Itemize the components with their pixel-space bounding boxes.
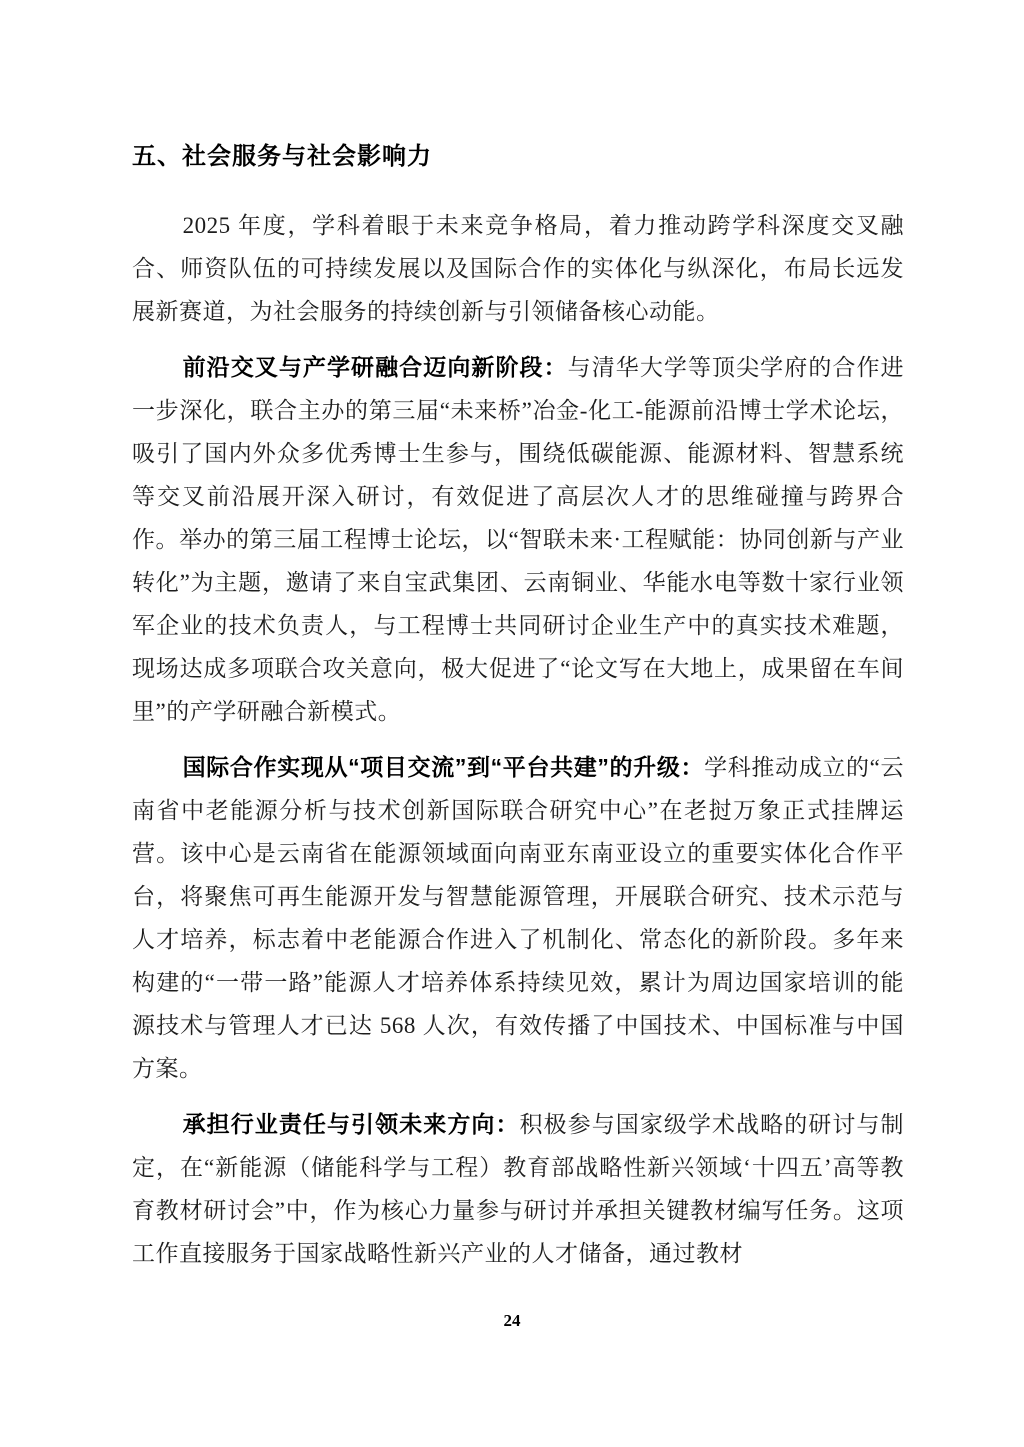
paragraph	[132, 204, 904, 333]
document-content	[132, 143, 904, 1288]
paragraph-text: 2025 年度，学科着眼于未来竞争格局，着力推动跨学科深度交叉融合、师资队伍的可持续发展以及国际合作的实体化与纵深化，布局长远发展新赛道，为社会服务的持续创新与引领储备核心动能。	[132, 212, 904, 324]
paragraph	[132, 346, 904, 733]
paragraph-lead: 前沿交叉与产学研融合迈向新阶段：	[182, 353, 568, 380]
paragraph-text: 积极参与国家级学术战略的研讨与制定，在“新能源（储能科学与工程）教育部战略性新兴领域‘十四五’高等教育教材研讨会”中，作为核心力量参与研讨并承担关键教材编写任务。这项工作直接服务于国家战略性新兴产业的人才储备，通过教材	[132, 1111, 905, 1266]
section-heading: 五、社会服务与社会影响力	[132, 143, 432, 170]
paragraph-lead: 国际合作实现从“项目交流”到“平台共建”的升级：	[182, 753, 705, 780]
page-number: 24	[503, 1311, 521, 1330]
paragraph	[132, 1103, 904, 1275]
paragraph-text: 与清华大学等顶尖学府的合作进一步深化，联合主办的第三届“未来桥”冶金-化工-能源前沿博士学术论坛，吸引了国内外众多优秀博士生参与，围绕低碳能源、能源材料、智慧系统等交叉前沿展开深入研讨，有效促进了高层次人才的思维碰撞与跨界合作。举办的第三届工程博士论坛，以“智联未来·工程赋能：协同创新与产业转化”为主题，邀请了来自宝武集团、云南铜业、华能水电等数十家行业领军企业的技术负责人，与工程博士共同研讨企业生产中的真实技术难题，现场达成多项联合攻关意向，极大促进了“论文写在大地上，成果留在车间里”的产学研融合新模式。	[132, 354, 905, 724]
paragraph-lead: 承担行业责任与引领未来方向：	[182, 1110, 520, 1137]
paragraph	[132, 746, 904, 1090]
paragraph-text: 学科推动成立的“云南省中老能源分析与技术创新国际联合研究中心”在老挝万象正式挂牌运营。该中心是云南省在能源领域面向南亚东南亚设立的重要实体化合作平台，将聚焦可再生能源开发与智慧能源管理，开展联合研究、技术示范与人才培养，标志着中老能源合作进入了机制化、常态化的新阶段。多年来构建的“一带一路”能源人才培养体系持续见效，累计为周边国家培训的能源技术与管理人才已达 568 人次，有效传播了中国技术、中国标准与中国方案。	[132, 754, 904, 1081]
